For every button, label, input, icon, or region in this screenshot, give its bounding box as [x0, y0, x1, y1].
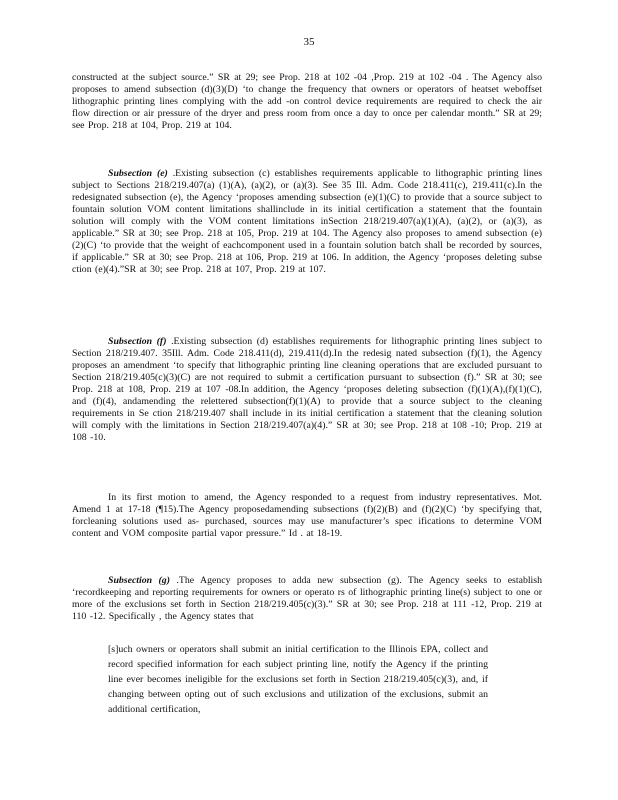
- paragraph-text: .Existing subsection (c) establishes requirements applicable to lithographic printing lines subject to Sections 218/219.407(a) (1)(A), (a)(2), or (a)(3). See 35 Ill. Adm. Code 218.411(c), 219.411(c).In the redesignated subsection (e), the Agency ‘proposes amending subsection (e)(1)(C) to provide that a source subject to fountain solution VOM content limitations shallinclude in its initial certification a statement that the fountain solution will comply with the VOM content limitations inSection 218/219.407(a)(1)(A), (a)(2), or (a)(3), as applicable.” SR at 30; see Prop. 218 at 105, Prop. 219 at 104. The Agency also proposes to amend subsection (e)(2)(C) ‘to provide that the weight of eachcomponent used in a fountain solution batch shall be recorded by sources, if applicable.” SR at 30; see Prop. 218 at 106, Prop. 219 at 106. In addition, the Agency ‘proposes deleting subse ction (e)(4).”SR at 30; see Prop. 218 at 107, Prop. 219 at 107.: [72, 168, 543, 275]
- paragraph-subsection-f: [72, 336, 542, 444]
- subsection-heading: Subsection (f): [108, 336, 167, 347]
- paragraph-continuation: [72, 72, 542, 132]
- paragraph-text: .The Agency proposes to adda new subsection (g). The Agency seeks to establish ‘recordkeeping and reporting requirements for owners or operato rs of lithographic printing line(s) subject to one or more of the exclusions set forth in Section 218/219.405(c)(3).” SR at 30; see Prop. 218 at 111 -12, Prop. 219 at 110 -12. Specifically , the Agency states that: [72, 575, 542, 622]
- paragraph-text: In its first motion to amend, the Agency responded to a request from industry representatives. Mot. Amend 1 at 17-18 (¶15).The Agency proposedamending subsections (f)(2)(B) and (f)(2)(C) ‘by specifying that, forcleaning solutions used as- purchased, sources may use manufacturer’s spec ifications to determine VOM content and VOM composite partial vapor pressure.” Id . at 18-19.: [72, 492, 542, 539]
- block-quote: [s]uch owners or operators shall submit an initial certification to the Illinois EPA, collect and record specified information for each subject printing line, notify the Agency if the printing line ever becomes ineligible for the exclusions set forth in Section 218/219.405(c)(3), and, if changing between opting out of such exclusions and utilization of the exclusions, submit an additional certification,: [108, 644, 488, 715]
- page-number: 35: [303, 36, 315, 48]
- paragraph-text: constructed at the subject source.” SR at 29; see Prop. 218 at 102 -04 ,Prop. 219 at 102 -04 . The Agency also proposes to amend subsection (d)(3)(D) ‘to change the frequency that owners or operators of heatset weboffset lithographic printing lines complying with the add -on control device requirements are required to check the air flow direction or air pressure of the dryer and press room from once a day to once per calendar month.” SR at 29; see Prop. 218 at 104, Prop. 219 at 104.: [72, 72, 542, 131]
- paragraph-subsection-g: [72, 575, 542, 623]
- paragraph-text: .Existing subsection (d) establishes requirements for lithographic printing lines subject to Section 218/219.407. 35Ill. Adm. Code 218.411(d), 219.411(d).In the redesig nated subsection (f)(1), the Agency proposes an amendment ‘to specify that lithographic printing line cleaning operations that are excluded pursuant to Section 218/219.405(c)(3)(C) are not required to submit a certification pursuant to subsection (f).” SR at 30; see Prop. 218 at 108, Prop. 219 at 107 -08.In addition, the Agency ‘proposes deleting subsection (f)(1)(A),(f)(1)(C), and (f)(4), andamending the relettered subsection(f)(1)(A) to provide that a source subject to the cleaning requirements in Se ction 218/219.407 shall include in its initial certification a statement that the cleaning solution will comply with the limitations in Section 218/219.407(a)(4).” SR at 30; see Prop. 218 at 108 -10; Prop. 219 at 108 -10.: [72, 336, 542, 443]
- paragraph-motion-to-amend: [72, 492, 542, 540]
- subsection-heading: Subsection (e): [108, 168, 168, 179]
- subsection-heading: Subsection (g): [108, 575, 170, 586]
- paragraph-subsection-e: [72, 168, 542, 276]
